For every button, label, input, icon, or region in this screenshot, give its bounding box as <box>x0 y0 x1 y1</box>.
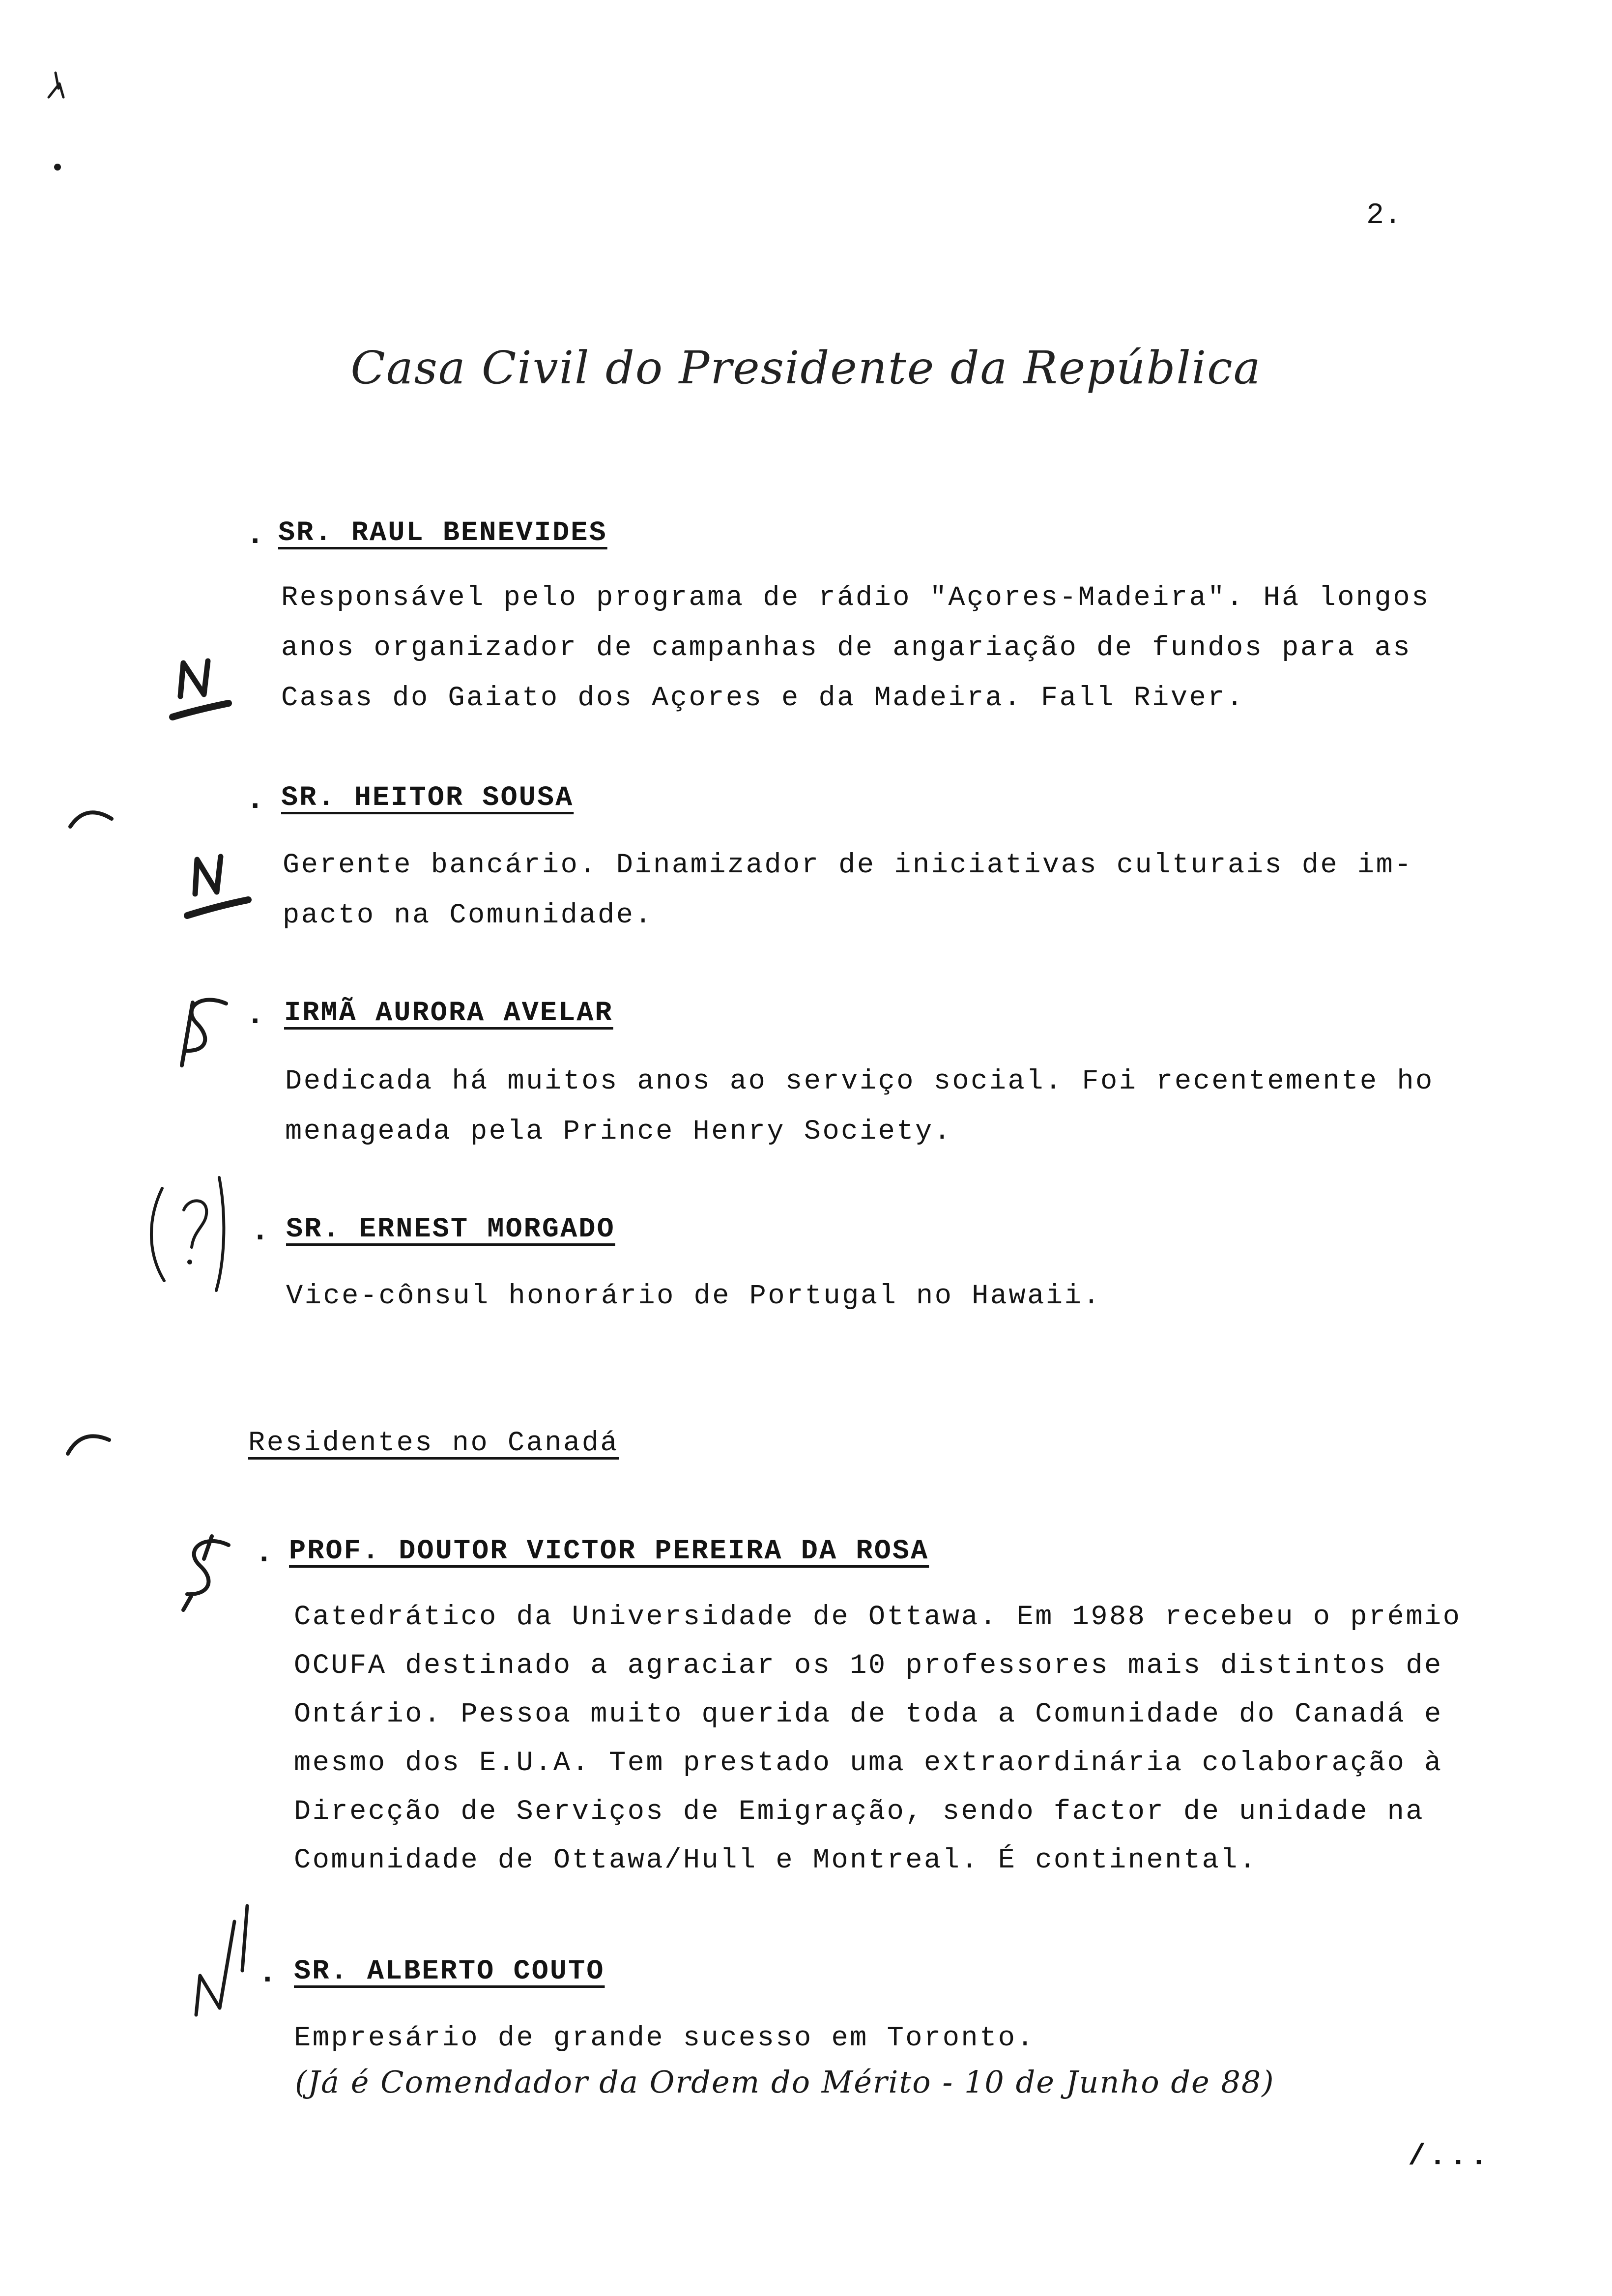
text-line: Gerente bancário. Dinamizador de iniciativas culturais de im- <box>283 850 1413 881</box>
entry-name: SR. HEITOR SOUSA <box>281 782 574 814</box>
entry-description <box>294 2013 1035 2064</box>
entry-name: PROF. DOUTOR VICTOR PEREIRA DA ROSA <box>289 1536 929 1567</box>
margin-mark-n-icon <box>170 656 233 725</box>
margin-mark-question-icon <box>143 1165 241 1302</box>
text-line: Comunidade de Ottawa/Hull e Montreal. É continental. <box>294 1845 1258 1876</box>
text-line: mesmo dos E.U.A. Tem prestado uma extraordinária colaboração à <box>294 1748 1443 1779</box>
entry-name: SR. RAUL BENEVIDES <box>278 517 607 549</box>
text-line: Empresário de grande sucesso em Toronto. <box>294 2023 1036 2054</box>
entry-description <box>286 1271 1101 1321</box>
margin-mark-s-icon <box>172 993 241 1066</box>
entry-bullet: . <box>246 782 265 818</box>
text-line: Responsável pelo programa de rádio "Açores-Madeira". Há longos <box>281 582 1430 614</box>
text-line: Catedrático da Universidade de Ottawa. Em 1988 recebeu o prémio <box>294 1602 1462 1633</box>
section-heading: Residentes no Canadá <box>248 1428 619 1459</box>
entry-description <box>285 1057 1434 1157</box>
margin-mark-s-icon <box>174 1533 243 1612</box>
entry-name: IRMÃ AURORA AVELAR <box>284 998 613 1029</box>
text-line: menageada pela Prince Henry Society. <box>285 1116 952 1148</box>
text-line: OCUFA destinado a agraciar os 10 professores mais distintos de <box>294 1650 1443 1682</box>
entry-name: SR. ALBERTO COUTO <box>294 1956 605 1987</box>
entry-bullet: . <box>246 517 265 553</box>
text-line: anos organizador de campanhas de angariação de fundos para as <box>281 632 1412 664</box>
entry-description <box>294 1593 1461 1885</box>
page-number: 2. <box>1366 199 1402 232</box>
entry-bullet: . <box>246 998 265 1033</box>
text-line: Direcção de Serviços de Emigração, sendo factor de unidade na <box>294 1796 1425 1828</box>
text-line: Vice-cônsul honorário de Portugal no Hawaii. <box>286 1281 1102 1312</box>
letterhead: Casa Civil do Presidente da República <box>350 342 1262 394</box>
entry-description <box>281 573 1430 723</box>
arc-mark <box>64 1425 113 1460</box>
entry-description <box>283 840 1413 941</box>
stray-mark <box>42 69 71 177</box>
entry-name: SR. ERNEST MORGADO <box>286 1214 615 1245</box>
text-line: Casas do Gaiato dos Açores e da Madeira. Fall River. <box>281 683 1245 714</box>
arc-mark <box>66 801 115 831</box>
text-line: Dedicada há muitos anos ao serviço social. Foi recentemente ho <box>285 1066 1434 1097</box>
text-line: Ontário. Pessoa muito querida de toda a Comunidade do Canadá e <box>294 1699 1443 1730</box>
handwritten-note: (Já é Comendador da Ordem do Mérito - 10 de Junho de 88) <box>295 2064 1275 2100</box>
margin-mark-n-icon <box>184 853 258 926</box>
entry-bullet: . <box>258 1956 277 1991</box>
text-line: pacto na Comunidade. <box>283 900 654 931</box>
margin-mark-n-icon <box>189 1902 263 2020</box>
continuation-marker: /... <box>1408 2140 1491 2174</box>
entry-bullet: . <box>255 1536 274 1571</box>
entry-bullet: . <box>251 1214 270 1249</box>
